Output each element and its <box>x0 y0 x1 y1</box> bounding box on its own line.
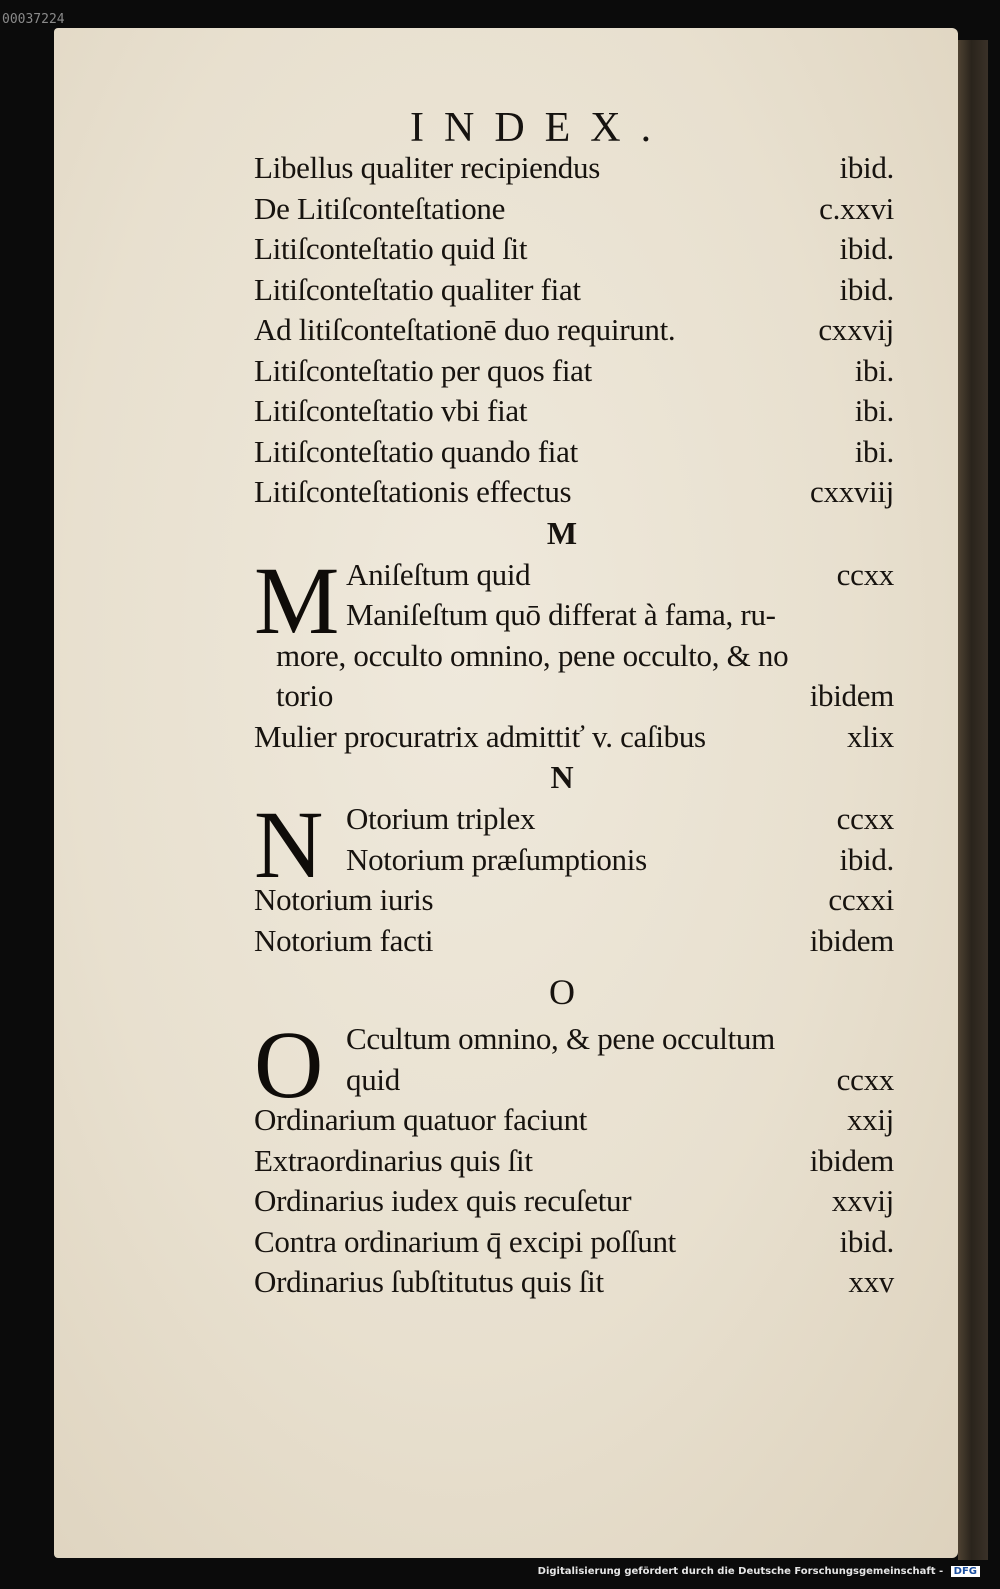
entry-ref: ibidem <box>809 1142 894 1178</box>
index-entries <box>254 150 894 1305</box>
entry-text: Ad litiſconteſtationē duo requirunt. <box>254 312 676 347</box>
index-entry <box>254 719 894 760</box>
index-entry <box>254 1183 894 1224</box>
index-entry <box>254 353 894 394</box>
index-entry <box>254 312 894 353</box>
index-entry <box>254 923 894 964</box>
section-letter-m: M <box>546 514 578 551</box>
entry-ref: ibi. <box>854 393 894 428</box>
book-edge <box>958 40 988 1560</box>
dropcap-m: M <box>254 546 340 654</box>
index-entry <box>254 1102 894 1143</box>
digitization-credit <box>538 1566 980 1577</box>
dropcap-n: N <box>254 791 324 898</box>
entry-text: De Litiſconteſtatione <box>254 190 506 226</box>
index-entry <box>254 191 894 232</box>
section-letter-n: N <box>550 759 574 795</box>
entry-text: Ccultum omnino, & pene occultum <box>346 1021 775 1056</box>
entry-text: Extraordinarius quis ſit <box>254 1142 533 1178</box>
entry-text: torio <box>276 678 334 713</box>
entry-text: more, occulto omnino, pene occulto, & no <box>276 637 789 673</box>
entry-text: Notorium facti <box>254 922 434 958</box>
entry-ref: xxv <box>848 1264 894 1299</box>
index-entry <box>254 557 894 598</box>
index-entry <box>254 393 894 434</box>
page-heading: INDEX. <box>410 105 672 151</box>
index-entry <box>254 474 894 515</box>
entry-ref: ibidem <box>809 678 894 713</box>
entry-text: Notorium præſumptionis <box>346 841 647 877</box>
dfg-logo: DFG <box>951 1566 980 1577</box>
credit-text: Digitalisierung gefördert durch die Deutsche Forschungsgemeinschaft - <box>537 1566 944 1577</box>
section-letter-o: O <box>549 972 575 1012</box>
entry-ref: ibid. <box>839 150 894 185</box>
entry-text: Maniſeſtum quō differat à fama, ru- <box>346 597 776 632</box>
entry-ref: ibid. <box>839 841 894 877</box>
index-entry <box>254 801 894 842</box>
entry-text: Litiſconteſtatio vbi fiat <box>254 393 528 428</box>
entry-ref: cxxviij <box>810 474 894 509</box>
entry-ref: ibi. <box>854 433 894 469</box>
entry-text: Litiſconteſtationis effectus <box>254 474 572 509</box>
entry-text: Ordinarius ſubſtitutus quis ſit <box>254 1264 604 1299</box>
index-entry <box>254 1264 894 1305</box>
section-n-block <box>254 791 894 898</box>
index-entry <box>254 597 894 638</box>
entry-ref: ibid. <box>839 231 894 266</box>
entry-text: Litiſconteſtatio per quos fiat <box>254 352 592 388</box>
index-entry <box>254 434 894 475</box>
index-entry-continuation <box>254 638 894 679</box>
index-entry <box>254 1224 894 1265</box>
entry-ref: ccxx <box>836 556 894 592</box>
entry-ref: ibid. <box>839 1223 894 1259</box>
entry-text: Aniſeſtum quid <box>346 556 531 592</box>
entry-text: Litiſconteſtatio quando fiat <box>254 433 578 469</box>
entry-ref: xlix <box>846 718 894 754</box>
entry-text: Litiſconteſtatio quid ſit <box>254 231 528 266</box>
index-entry <box>254 842 894 883</box>
entry-text: Ordinarium quatuor faciunt <box>254 1102 588 1137</box>
index-entry <box>254 882 894 923</box>
index-entry <box>254 1143 894 1184</box>
entry-text: Ordinarius iudex quis recuſetur <box>254 1183 632 1218</box>
scan-id-label: 00037224 <box>2 12 65 27</box>
entry-ref: ibi. <box>854 352 894 388</box>
index-entry <box>254 231 894 272</box>
dropcap-o: O <box>254 1011 324 1118</box>
entry-ref: ibid. <box>839 271 894 307</box>
section-m-block <box>254 546 894 719</box>
entry-ref: ccxx <box>836 1061 894 1097</box>
index-entry <box>254 150 894 191</box>
entry-ref: cxxvij <box>818 312 894 347</box>
entry-ref: ccxx <box>836 801 894 836</box>
entry-text: Libellus qualiter recipiendus <box>254 150 600 185</box>
index-entry <box>254 1021 894 1062</box>
entry-ref: xxvij <box>831 1183 894 1218</box>
index-entry <box>254 272 894 313</box>
entry-text: Otorium triplex <box>346 801 536 836</box>
entry-ref: xxij <box>846 1102 894 1137</box>
entry-text: Litiſconteſtatio qualiter fiat <box>254 271 581 307</box>
entry-text: Contra ordinarium q̄ excipi poſſunt <box>254 1223 676 1259</box>
entry-ref: ibidem <box>809 922 894 958</box>
index-entry <box>254 1062 894 1103</box>
entry-text: Mulier procuratrix admittiť v. caſibus <box>254 718 706 754</box>
section-o-block <box>254 1011 894 1118</box>
entry-ref: ccxxi <box>828 882 894 917</box>
entry-text: quid <box>346 1061 400 1097</box>
entry-text: Notorium iuris <box>254 882 434 917</box>
index-entry-continuation <box>254 678 894 719</box>
entry-ref: c.xxvi <box>819 190 894 226</box>
